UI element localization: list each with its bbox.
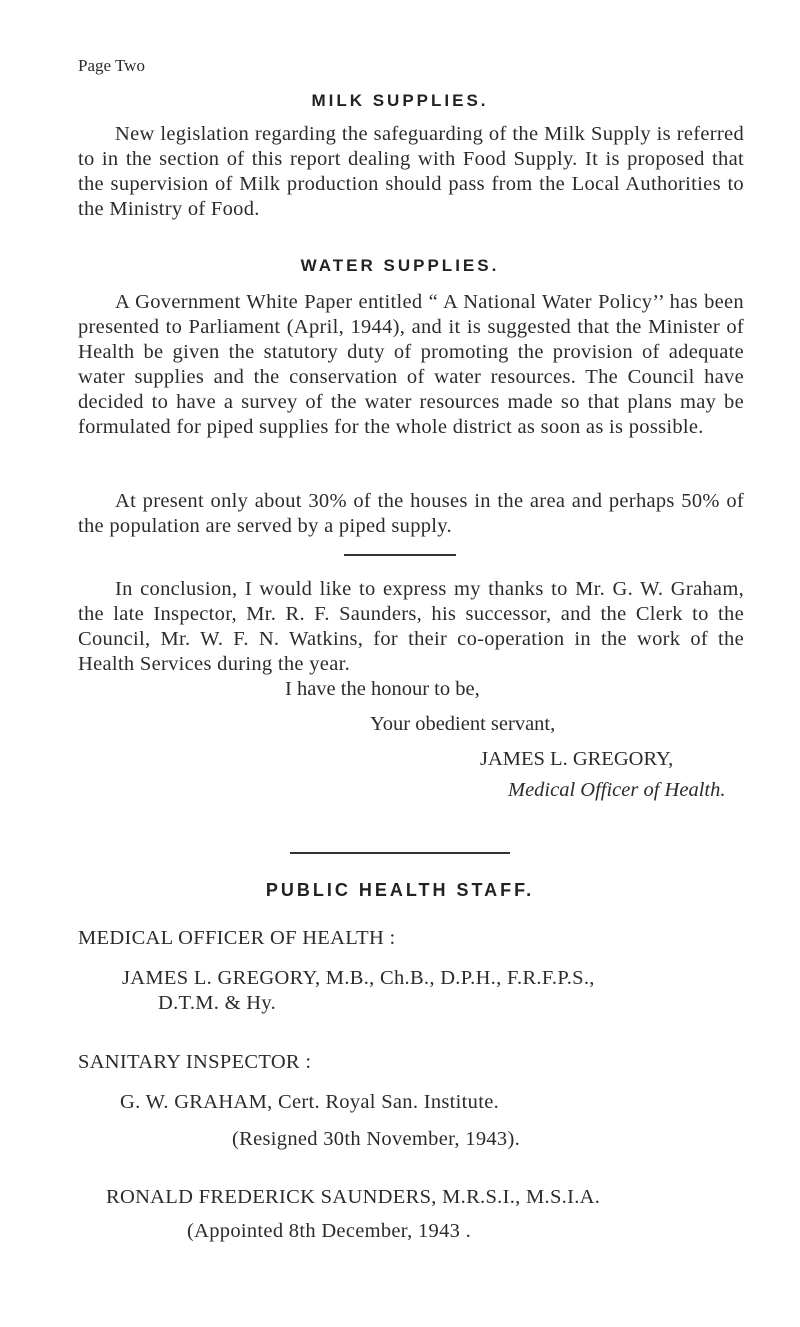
sanitary-inspector-label: SANITARY INSPECTOR : — [78, 1051, 312, 1073]
water-supplies-paragraph-2: At present only about 30% of the houses in the area and perhaps 50% of the population are served by a piped supply. — [78, 490, 744, 537]
water-supplies-heading: WATER SUPPLIES. — [300, 256, 500, 275]
inspector-saunders: RONALD FREDERICK SAUNDERS, M.R.S.I., M.S.I.A. — [106, 1186, 601, 1208]
public-health-staff-heading: PUBLIC HEALTH STAFF. — [265, 880, 535, 900]
water-supplies-paragraph-1: A Government White Paper entitled “ A National Water Policy’’ has been presented to Parliament (April, 1944), and it is suggested that the Minister of Health be given the statutory duty of promoting the provision of adequate water supplies and the conservation of water resources. The Council have decided to have a survey of the water resources made so that plans may be formulated for piped supplies for the whole district as soon as is possible. — [78, 291, 744, 438]
divider-rule — [344, 554, 456, 556]
closing-honour: I have the honour to be, — [285, 678, 480, 700]
closing-servant: Your obedient servant, — [370, 713, 556, 735]
inspector-graham: G. W. GRAHAM, Cert. Royal San. Institute. — [120, 1091, 500, 1113]
moh-qualifications: D.T.M. & Hy. — [158, 992, 277, 1014]
inspector-saunders-note: (Appointed 8th December, 1943 . — [187, 1220, 472, 1242]
moh-label: MEDICAL OFFICER OF HEALTH : — [78, 927, 396, 949]
signatory-title: Medical Officer of Health. — [508, 779, 726, 801]
moh-name: JAMES L. GREGORY, M.B., Ch.B., D.P.H., F.R.F.P.S., — [122, 967, 595, 989]
conclusion-paragraph: In conclusion, I would like to express my thanks to Mr. G. W. Graham, the late Inspector, Mr. R. F. Saunders, his successor, and the Clerk to the Council, Mr. W. F. N. Watkins, for their co-operation in the work of the Health Services during the year. — [78, 578, 744, 675]
milk-supplies-paragraph: New legislation regarding the safeguarding of the Milk Supply is referred to in the section of this report dealing with Food Supply. It is proposed that the supervision of Milk production should pass from the Local Authorities to the Ministry of Food. — [78, 123, 744, 220]
divider-rule — [290, 852, 510, 854]
page-label: Page Two — [78, 56, 145, 75]
signatory-name: JAMES L. GREGORY, — [480, 748, 674, 770]
inspector-graham-note: (Resigned 30th November, 1943). — [232, 1128, 521, 1150]
milk-supplies-heading: MILK SUPPLIES. — [311, 91, 489, 110]
